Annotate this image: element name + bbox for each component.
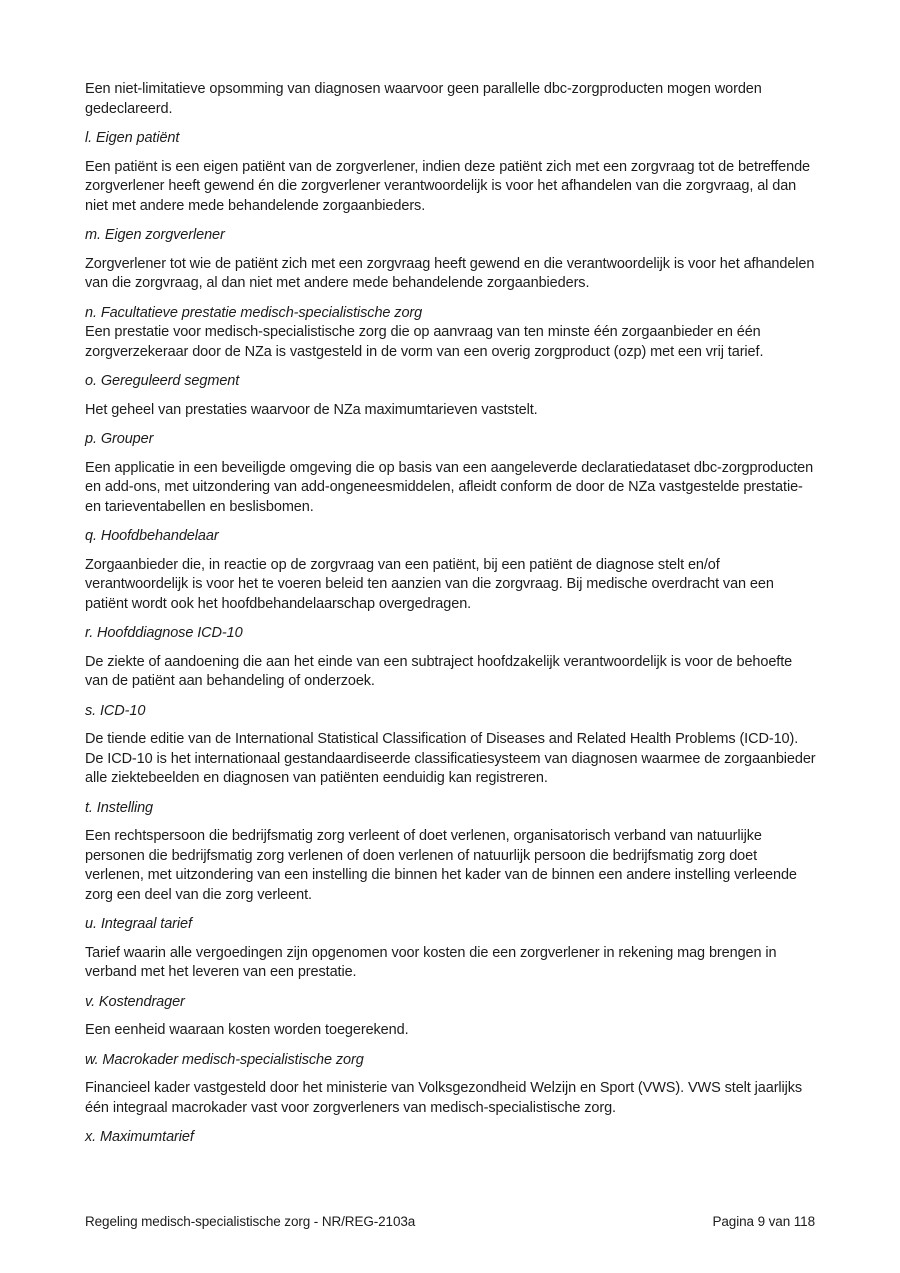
definition-text: Een applicatie in een beveiligde omgeving die op basis van een aangeleverde declaratiedataset dbc-zorgproducten en add-ons, met uitzondering van add-ongeneesmiddelen, afleidt conform de door de NZa vastgestelde prestatie- en tarieventabellen en beslisbomen. <box>85 459 814 515</box>
definition-text: Zorgverlener tot wie de patiënt zich met een zorgvraag heeft gewend en die verantwoordelijk is voor het afhandelen van die zorgvraag, al dan niet met andere mede behandelende zorgaanbieders. <box>85 255 815 291</box>
intro-paragraph: Een niet-limitatieve opsomming van diagnosen waarvoor geen parallelle dbc-zorgproducten mogen worden gedeclareerd. <box>85 81 762 117</box>
definition-term: q. Hoofdbehandelaar <box>85 528 219 544</box>
footer-page-number: Pagina 9 van 118 <box>712 1214 815 1229</box>
definition-text: Een eenheid waaraan kosten worden toegerekend. <box>85 1022 409 1038</box>
definition-term: s. ICD-10 <box>85 702 146 719</box>
definition-term: p. Grouper <box>85 431 154 447</box>
page-content <box>85 80 817 1148</box>
definition-text: Zorgaanbieder die, in reactie op de zorgvraag van een patiënt, bij een patiënt de diagnose stelt en/of verantwoordelijk is voor het te voeren beleid ten aanzien van die zorgvraag. Bij medische overdracht van een patiënt wordt ook het hoofdbehandelaarschap overgedragen. <box>85 556 774 612</box>
footer-document-title: Regeling medisch-specialistische zorg - NR/REG-2103a <box>85 1214 416 1229</box>
definition-term: r. Hoofddiagnose ICD-10 <box>85 625 243 641</box>
definition-text: Het geheel van prestaties waarvoor de NZa maximumtarieven vaststelt. <box>85 401 538 418</box>
definition-term: v. Kostendrager <box>85 993 185 1010</box>
definition-term: o. Gereguleerd segment <box>85 373 240 389</box>
definition-term: x. Maximumtarief <box>85 1129 194 1145</box>
definition-term: u. Integraal tarief <box>85 916 192 932</box>
definition-text: Financieel kader vastgesteld door het ministerie van Volksgezondheid Welzijn en Sport (VWS). VWS stelt jaarlijks één integraal macrokader vast voor zorgverleners van medisch-specialistische zorg. <box>85 1080 803 1116</box>
definition-text: De tiende editie van de International Statistical Classification of Diseases and Related Health Problems (ICD-10). De ICD-10 is het internationaal gestandaardiseerde classificatiesysteem van diagnosen waarmee de zorgaanbieder alle ziektebeelden en diagnosen van patiënten eenduidig kan registreren. <box>85 731 816 786</box>
page-footer <box>85 1213 815 1231</box>
definition-text: Tarief waarin alle vergoedingen zijn opgenomen voor kosten die een zorgverlener in rekening mag brengen in verband met het leveren van een prestatie. <box>85 944 777 980</box>
definition-term: t. Instelling <box>85 799 154 816</box>
definition-text: Een rechtspersoon die bedrijfsmatig zorg verleent of doet verlenen, organisatorisch verband van natuurlijke personen die bedrijfsmatig zorg verlenen of doen verlenen of natuurlijk persoon die bedrijfsmatig zorg doet verlenen, met uitzondering van een instelling die binnen het kader van de binnen een andere instelling verleende zorg een deel van die zorg verleent. <box>85 828 797 903</box>
definition-text: Een prestatie voor medisch-specialistische zorg die op aanvraag van ten minste één zorgaanbieder en één zorgverzekeraar door de NZa is vastgesteld in de vorm van een overig zorgproduct (ozp) met een vrij tarief. <box>85 324 764 360</box>
definition-text: De ziekte of aandoening die aan het einde van een subtraject hoofdzakelijk verantwoordelijk is voor de behoefte van de patiënt aan behandeling of onderzoek. <box>85 653 793 689</box>
definition-term: m. Eigen zorgverlener <box>85 227 225 243</box>
definition-term: w. Macrokader medisch-specialistische zorg <box>85 1051 364 1068</box>
definition-term: l. Eigen patiënt <box>85 130 180 146</box>
definition-text: Een patiënt is een eigen patiënt van de zorgverlener, indien deze patiënt zich met een zorgvraag tot de betreffende zorgverlener heeft gewend én die zorgverlener verantwoordelijk is voor het afhandelen van die zorgvraag, al dan niet met andere mede behandelende zorgaanbieders. <box>85 158 811 214</box>
definition-term: n. Facultatieve prestatie medisch-specialistische zorg <box>85 304 423 321</box>
definitions-list <box>85 129 817 1148</box>
